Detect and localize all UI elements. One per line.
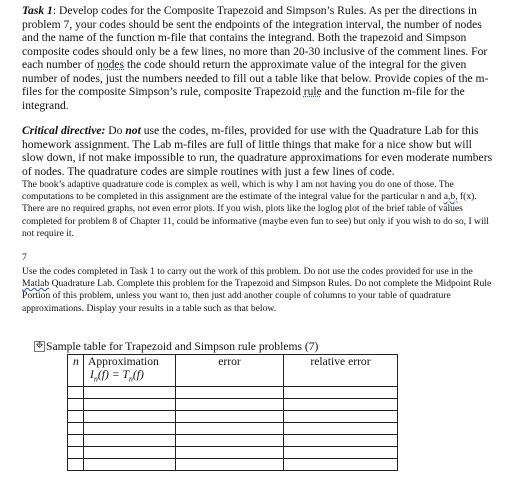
table-cell[interactable] bbox=[284, 423, 398, 435]
table-cell[interactable] bbox=[284, 459, 398, 471]
nodes-word[interactable]: nodes bbox=[97, 58, 125, 72]
table-caption: Sample table for Trapezoid and Simpson rule problems (7) bbox=[46, 340, 319, 353]
task1-text: : Develop codes for the Composite Trapezoid and Simpson’s Rules. As per the directions in problem 7, your codes should be sent the endpoints of the integration interval, the number of nodes and the name of the function m-file that contains the integrand. Both the trapezoid and Simpson composite codes should only be a few lines, no more than 20-30 inclusive of the comment lines. For each number of bbox=[22, 4, 488, 72]
directive-paragraph bbox=[22, 124, 494, 178]
table-cell[interactable] bbox=[68, 435, 84, 447]
table-row bbox=[68, 459, 398, 471]
table-cell[interactable] bbox=[68, 423, 84, 435]
header-relative-error-text: relative error bbox=[310, 355, 371, 368]
table-cell[interactable] bbox=[284, 411, 398, 423]
document-page bbox=[22, 4, 494, 315]
table-cell[interactable] bbox=[176, 459, 284, 471]
table-cell[interactable] bbox=[84, 435, 176, 447]
task1-paragraph bbox=[22, 4, 494, 112]
table-row bbox=[68, 435, 398, 447]
table-cell[interactable] bbox=[68, 459, 84, 471]
table-cell[interactable] bbox=[284, 399, 398, 411]
table-cell[interactable] bbox=[176, 447, 284, 459]
results-table[interactable] bbox=[67, 354, 398, 471]
directive-small-paragraph bbox=[22, 179, 494, 241]
table-cell[interactable] bbox=[284, 435, 398, 447]
directive-text-b: use the codes, m-files, provided for use with the Quadrature Lab for this homework assignment. The Lab m-files are full of little things that make for a nice show but will slow down, if not make impossible to run, the quadrature approximations for even moderate numbers of nodes. The quadrature codes are simple routines with just a few lines of code. bbox=[22, 124, 493, 179]
table-cell[interactable] bbox=[84, 423, 176, 435]
table-row bbox=[68, 447, 398, 459]
task1-text2: the code should return the approximate value of the integral for the given number of nodes, just the numbers needed to fill out a table like that below. Provide copies of the m-files for the composite Simpson’s rule, composite Trapezoid bbox=[22, 58, 489, 99]
header-error-text: error bbox=[218, 355, 241, 368]
matlab-word[interactable]: Matlab bbox=[22, 278, 50, 289]
problem7-text-b: Quadrature Lab. Complete this problem for the Trapezoid and Simpson Rules. Do not complete the Midpoint Rule Portion of this problem, unless you want to, then just add another couple of columns to your table of quadrature approximations. Display your results in a table such as that below. bbox=[22, 278, 492, 314]
table-cell[interactable] bbox=[84, 447, 176, 459]
table-move-handle-icon[interactable]: ✥ bbox=[35, 341, 44, 351]
table-cell[interactable] bbox=[176, 411, 284, 423]
header-approximation[interactable] bbox=[84, 355, 176, 387]
directive-small-b: f(x). There are no required graphs, not even error plots. If you wish, plots like the loglog plot of the brief table of values completed for problem 8 of Chapter 11, could be informative (maybe even fun to see) but only if you wish to do so, I will not require it. bbox=[22, 190, 489, 240]
directive-text-a: Do bbox=[105, 124, 126, 138]
table-cell[interactable] bbox=[68, 447, 84, 459]
header-n-text: n bbox=[73, 355, 79, 368]
task1-lead: Task 1 bbox=[22, 4, 53, 17]
header-relative-error[interactable] bbox=[284, 355, 398, 387]
directive-lead: Critical directive: bbox=[22, 124, 106, 138]
table-header-row bbox=[68, 355, 398, 387]
table-row bbox=[68, 387, 398, 399]
table-cell[interactable] bbox=[68, 411, 84, 423]
directive-small-a: The book’s adaptive quadrature code is complex as well, which is why I am not having you do one of those. The computations to be completed in this assignment are the estimate of the integral value for the particular n and bbox=[22, 178, 454, 202]
table-cell[interactable] bbox=[84, 399, 176, 411]
table-cell[interactable] bbox=[176, 435, 284, 447]
table-cell[interactable] bbox=[68, 387, 84, 399]
directive-not: not bbox=[125, 124, 141, 138]
table-cell[interactable] bbox=[68, 399, 84, 411]
ab-word[interactable]: a,b, bbox=[443, 190, 458, 202]
header-formula: $I_n(f) = T_n(f)$ bbox=[90, 368, 144, 384]
header-approximation-text: Approximation bbox=[88, 355, 159, 368]
problem7-text-a: Use the codes completed in Task 1 to carry out the work of this problem. Do not use the codes provided for use in the bbox=[22, 265, 473, 277]
rule-word[interactable]: rule bbox=[303, 85, 322, 99]
table-row bbox=[68, 399, 398, 411]
problem-number: 7 bbox=[22, 251, 27, 263]
task1-text3: and the function m-file for the integrand. bbox=[22, 85, 465, 112]
problem7-paragraph bbox=[22, 266, 494, 316]
table-row bbox=[68, 411, 398, 423]
table-row bbox=[68, 423, 398, 435]
header-n[interactable] bbox=[68, 355, 84, 387]
text-cursor bbox=[397, 433, 398, 447]
table-cell[interactable] bbox=[176, 399, 284, 411]
header-error[interactable] bbox=[176, 355, 284, 387]
table-cell[interactable] bbox=[284, 447, 398, 459]
table-cell[interactable] bbox=[284, 387, 398, 399]
table-cell[interactable] bbox=[84, 387, 176, 399]
table-body bbox=[68, 387, 398, 471]
table-cell[interactable] bbox=[84, 411, 176, 423]
table-cell[interactable] bbox=[176, 423, 284, 435]
table-cell[interactable] bbox=[176, 387, 284, 399]
table-cell[interactable] bbox=[84, 459, 176, 471]
